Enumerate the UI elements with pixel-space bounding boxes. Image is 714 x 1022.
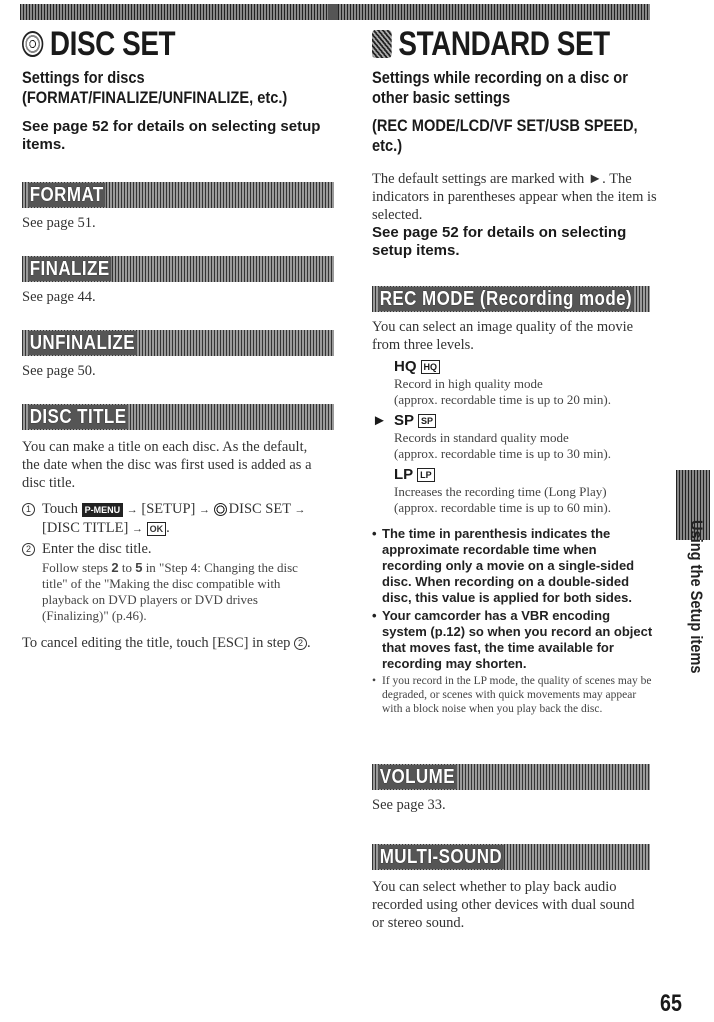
note-bullet: • Your camcorder has a VBR encoding system (p.12) so when you record an object that moves fast, the time available for recording may shorten. xyxy=(372,608,653,671)
rec-mode-name: HQ HQ xyxy=(372,358,662,376)
disc-title-text: You can make a title on each disc. As the default, the date when the disc was first used is added as a disc title. xyxy=(22,439,312,491)
page-number: 65 xyxy=(660,990,682,1017)
rec-mode-name: ► SP SP xyxy=(372,412,662,430)
note-bullet: • The time in parenthesis indicates the approximate recordable time when recording only a movie on a single-sided disc. When recording on a double-sided disc, this value is applied for both sides. xyxy=(372,526,635,605)
default-note: The default settings are marked with ►. The indicators in parentheses appear when the item is selected. xyxy=(372,171,657,223)
rec-mode-label: REC MODE (Recording mode) xyxy=(379,288,633,310)
multi-sound-label: MULTI-SOUND xyxy=(379,846,503,868)
arrow-icon: → xyxy=(126,504,138,516)
standard-set-subtitle-4: etc.) xyxy=(372,136,403,155)
disc-set-see-page: See page 52 for details on selecting setup items. xyxy=(22,118,321,153)
volume-header-bar xyxy=(372,764,650,790)
disc-set-subtitle-1: Settings for discs xyxy=(22,68,145,87)
step-1: 1 Touch P-MENU → [SETUP] → DISC SET → [DISC TITLE] → OK . xyxy=(22,500,342,538)
standard-set-title: STANDARD SET xyxy=(372,26,610,62)
unfinalize-label: UNFINALIZE xyxy=(29,332,136,354)
disc-icon xyxy=(214,503,227,516)
rec-mode-lp xyxy=(372,466,662,516)
disc-title-label: DISC TITLE xyxy=(29,406,127,428)
cancel-note: To cancel editing the title, touch [ESC] in step 2 . xyxy=(22,635,311,651)
volume-label: VOLUME xyxy=(379,766,455,788)
disc-set-subtitle-2: (FORMAT/FINALIZE/UNFINALIZE, etc.) xyxy=(22,88,288,107)
p-menu-icon: P-MENU xyxy=(82,503,124,517)
mode-hq-icon: HQ xyxy=(421,360,441,374)
volume-text: See page 33. xyxy=(372,797,446,813)
disc-title-header-bar xyxy=(22,404,334,430)
format-header-bar xyxy=(22,182,334,208)
unfinalize-header-bar xyxy=(22,330,334,356)
lp-note: • If you record in the LP mode, the quality of scenes may be degraded, or scenes with quick movements may appear with a block noise when you play back the disc. xyxy=(372,675,652,715)
multi-sound-header-bar xyxy=(372,844,650,870)
ok-icon: OK xyxy=(147,522,167,536)
default-marker-icon: ► xyxy=(372,412,387,429)
rec-mode-desc: Increases the recording time (Long Play) xyxy=(394,484,607,499)
step-2-detail: Follow steps 2 to 5 in "Step 4: Changing the disc title" of the "Making the disc compatible with playback on DVD players or DVD drives (Finalizing)" (p.46). xyxy=(42,560,298,623)
multi-sound-text: You can select whether to play back audio recorded using other devices with dual sound or stereo sound. xyxy=(372,879,635,931)
mode-sp-icon: SP xyxy=(418,414,436,428)
rec-mode-hq xyxy=(372,358,662,408)
standard-set-subtitle-3: (REC MODE/LCD/VF SET/USB SPEED, xyxy=(372,116,638,135)
unfinalize-text: See page 50. xyxy=(22,363,96,379)
step-1-number: 1 xyxy=(22,503,35,516)
rec-mode-name: LP LP xyxy=(372,466,662,484)
standard-set-subtitle-2: other basic settings xyxy=(372,88,511,107)
rec-mode-desc: Records in standard quality mode xyxy=(394,430,569,445)
rec-mode-time: (approx. recordable time is up to 60 min). xyxy=(394,500,611,515)
standard-set-subtitle-1: Settings while recording on a disc or xyxy=(372,68,628,87)
top-decorative-bar xyxy=(20,4,650,20)
rec-mode-header-bar xyxy=(372,286,650,312)
side-tab-label: Using the Setup items xyxy=(687,520,706,674)
rec-mode-list xyxy=(372,358,662,516)
disc-set-title: DISC SET xyxy=(22,26,284,62)
rec-mode-sp xyxy=(372,412,662,462)
format-label: FORMAT xyxy=(29,184,104,206)
arrow-icon: → xyxy=(294,504,306,516)
arrow-icon: → xyxy=(199,504,211,516)
finalize-text: See page 44. xyxy=(22,289,96,305)
rec-mode-intro: You can select an image quality of the movie from three levels. xyxy=(372,319,634,353)
format-text: See page 51. xyxy=(22,215,96,231)
step-2-number: 2 xyxy=(22,543,35,556)
mode-lp-icon: LP xyxy=(417,468,435,482)
default-marker-icon: ►. xyxy=(587,171,606,187)
rec-mode-time: (approx. recordable time is up to 20 min). xyxy=(394,392,611,407)
arrow-icon: → xyxy=(131,523,143,535)
disc-set-column xyxy=(22,26,342,652)
standard-set-icon xyxy=(372,30,392,58)
rec-mode-notes xyxy=(372,526,657,716)
standard-set-see-page: See page 52 for details on selecting setup items. xyxy=(372,224,627,259)
standard-set-column xyxy=(372,26,662,932)
rec-mode-time: (approx. recordable time is up to 30 min). xyxy=(394,446,611,461)
finalize-header-bar xyxy=(22,256,334,282)
disc-icon xyxy=(22,31,43,57)
rec-mode-desc: Record in high quality mode xyxy=(394,376,543,391)
finalize-label: FINALIZE xyxy=(29,258,110,280)
step-2: 2 Enter the disc title. xyxy=(22,540,342,558)
step-2-ref-number: 2 xyxy=(294,637,307,650)
